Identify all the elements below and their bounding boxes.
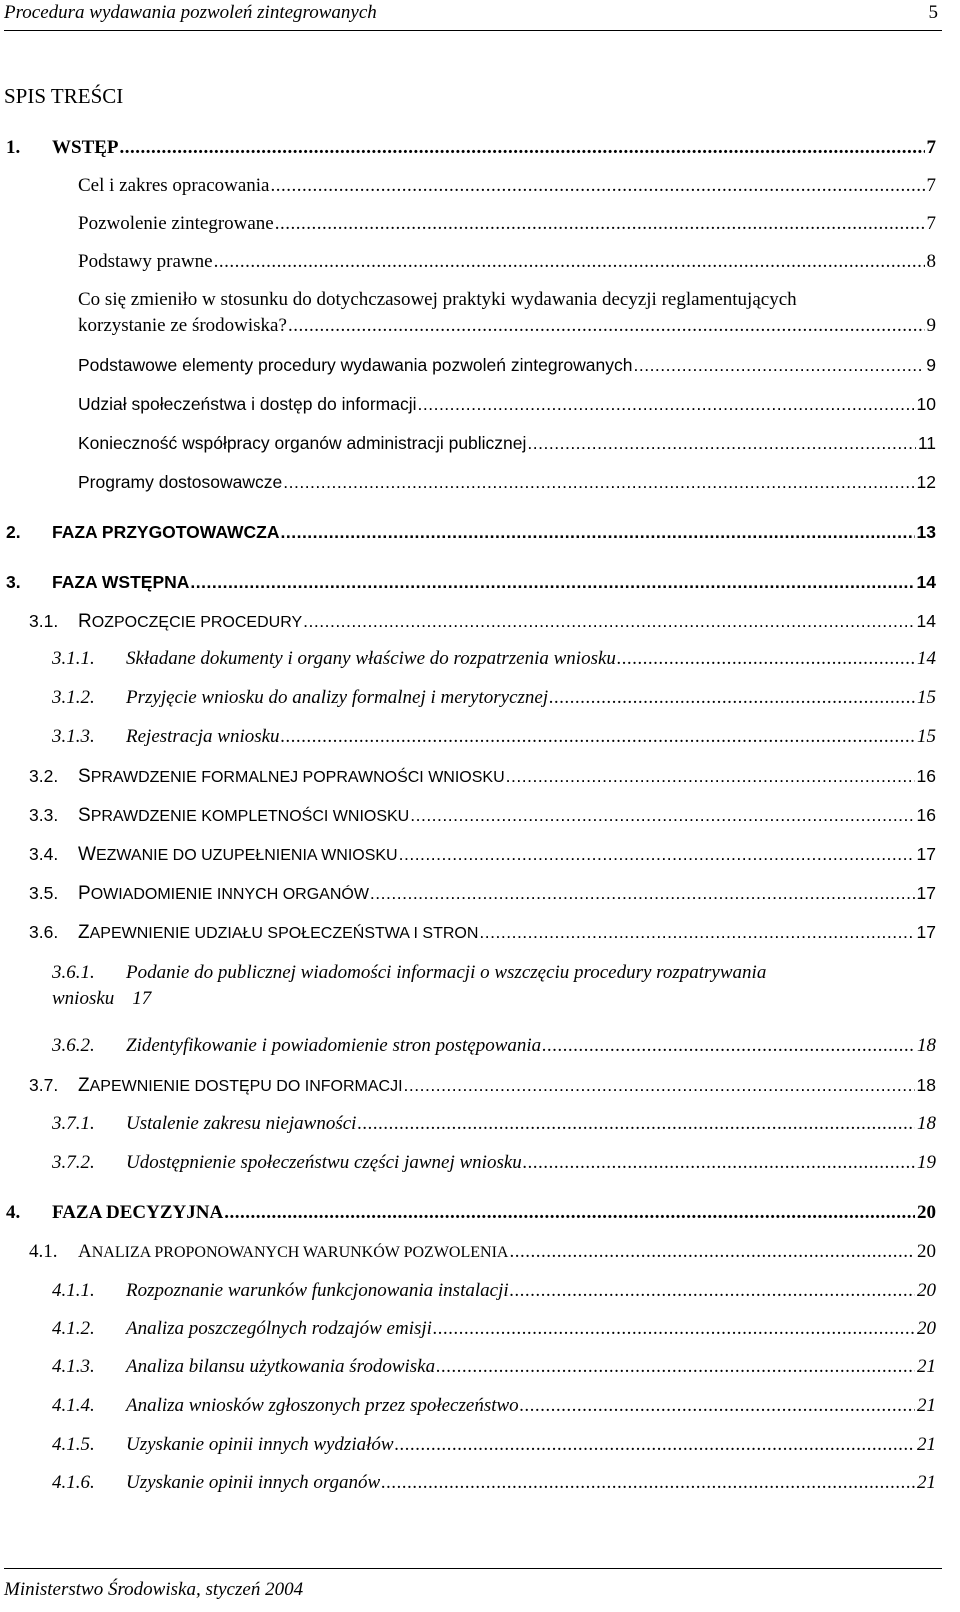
toc-entry-text-cap: R — [78, 611, 92, 632]
toc-entry-page: 9 — [926, 315, 936, 336]
toc-entry-co-sie-zmienilo[interactable] — [78, 289, 936, 311]
toc-entry-page: 7 — [926, 175, 936, 196]
toc-entry-page: 9 — [926, 355, 936, 375]
toc-entry-3-2[interactable] — [29, 765, 936, 789]
toc-entry-page: 18 — [916, 1075, 936, 1095]
toc-entry-text: Składane dokumenty i organy właściwe do rozpatrzenia wniosku — [126, 648, 616, 669]
toc-leader-dots — [617, 648, 915, 670]
toc-leader-dots — [542, 1035, 915, 1057]
toc-leader-dots — [303, 610, 914, 632]
toc-entry-text: Pozwolenie zintegrowane — [78, 213, 274, 234]
page-footer — [4, 1568, 942, 1600]
toc-entry-text: Rozpoznanie warunków funkcjonowania instalacji — [126, 1280, 509, 1301]
toc-entry-4-1-3[interactable] — [52, 1356, 936, 1378]
footer-text: Ministerstwo Środowiska, styczeń 2004 — [4, 1579, 304, 1600]
toc-entry-programy[interactable] — [78, 471, 936, 493]
toc-entry-page: 10 — [916, 394, 936, 414]
toc-entry-page: 7 — [926, 137, 936, 158]
toc-entry-text: Analiza poszczególnych rodzajów emisji — [126, 1318, 432, 1339]
toc-leader-dots — [404, 1074, 915, 1096]
toc-entry-text-cap: A — [78, 1241, 92, 1262]
toc-entry-4-1[interactable] — [29, 1241, 936, 1264]
toc-entry-text-line2: korzystanie ze środowiska? — [78, 315, 287, 336]
toc-entry-3-4[interactable] — [29, 843, 936, 867]
toc-leader-dots — [510, 1280, 915, 1302]
toc-entry-3-1-2[interactable] — [52, 687, 936, 709]
toc-entry-page: 20 — [917, 1318, 936, 1339]
toc-entry-text: Programy dostosowawcze — [78, 472, 283, 492]
toc-entry-text: Konieczność współpracy organów administracji publicznej — [78, 433, 527, 453]
toc-entry-udzial[interactable] — [78, 393, 936, 415]
toc-entry-text: FAZA PRZYGOTOWAWCZA — [52, 522, 280, 542]
toc-entry-text: NALIZA PROPONOWANYCH WARUNKÓW POZWOLENIA — [91, 1244, 509, 1261]
toc-entry-3-1-1[interactable] — [52, 648, 936, 670]
toc-entry-3-7-1[interactable] — [52, 1113, 936, 1135]
toc-entry-text: PRAWDZENIE KOMPLETNOŚCI WNIOSKU — [90, 808, 410, 825]
toc-title: SPIS TREŚCI — [4, 84, 124, 108]
toc-leader-dots — [395, 1434, 915, 1456]
toc-entry-text: Ustalenie zakresu niejawności — [126, 1113, 357, 1134]
toc-entry-number: 3. — [6, 572, 21, 592]
toc-leader-dots — [283, 471, 914, 493]
toc-entry-number: 2. — [6, 522, 21, 542]
toc-entry-page: 20 — [917, 1202, 936, 1223]
toc-leader-dots — [433, 1318, 915, 1340]
toc-leader-dots — [436, 1356, 915, 1378]
toc-entry-number: 1. — [6, 137, 21, 158]
toc-entry-number: 4.1.5. — [52, 1434, 95, 1455]
toc-leader-dots — [509, 1241, 915, 1263]
toc-entry-page: 8 — [926, 251, 936, 272]
toc-entry-text: Analiza bilansu użytkowania środowiska — [126, 1356, 436, 1377]
toc-entry-page: 18 — [917, 1113, 936, 1134]
toc-entry-page: 20 — [917, 1241, 936, 1262]
toc-leader-dots — [520, 1395, 915, 1417]
toc-entry-text: Uzyskanie opinii innych wydziałów — [126, 1434, 394, 1455]
toc-entry-text-cap: Z — [78, 1075, 90, 1096]
toc-leader-dots — [410, 804, 914, 826]
toc-entry-text: PRAWDZENIE FORMALNEJ POPRAWNOŚCI WNIOSKU — [90, 769, 505, 786]
toc-entry-page: 16 — [916, 805, 936, 825]
toc-entry-number: 3.7.1. — [52, 1113, 95, 1134]
toc-entry-page: 18 — [917, 1035, 936, 1056]
toc-entry-text: Zidentyfikowanie i powiadomienie stron postępowania — [126, 1035, 542, 1056]
toc-leader-dots — [418, 393, 915, 415]
toc-entry-number: 3.6. — [29, 922, 59, 942]
toc-leader-dots — [399, 843, 915, 865]
toc-entry-text: Rejestracja wniosku — [126, 726, 280, 747]
toc-entry-page: 13 — [916, 522, 936, 542]
header-title: Procedura wydawania pozwoleń zintegrowanych — [4, 2, 377, 23]
toc-entry-text: FAZA WSTĘPNA — [52, 572, 190, 592]
toc-entry-number: 3.1. — [29, 611, 59, 631]
toc-entry-text-cap: Z — [78, 922, 90, 943]
toc-leader-dots — [523, 1152, 915, 1174]
toc-entry-2[interactable] — [6, 521, 936, 543]
toc-leader-dots — [381, 1472, 915, 1494]
toc-entry-number: 3.1.2. — [52, 687, 95, 708]
toc-leader-dots — [527, 432, 915, 454]
toc-entry-number: 3.7.2. — [52, 1152, 95, 1173]
toc-entry-page: 16 — [916, 766, 936, 786]
toc-entry-number: 3.4. — [29, 844, 59, 864]
toc-entry-number: 3.7. — [29, 1075, 59, 1095]
toc-entry-text: Podstawowe elementy procedury wydawania pozwoleń zintegrowanych — [78, 355, 633, 375]
toc-leader-dots — [190, 571, 914, 593]
page-header — [4, 0, 942, 31]
toc-entry-3-6-2[interactable] — [52, 1035, 936, 1057]
toc-entry-text-line2: wniosku — [52, 988, 115, 1009]
toc-entry-page: 15 — [917, 687, 936, 708]
toc-entry-page: 17 — [916, 922, 936, 942]
toc-entry-page: 11 — [917, 433, 936, 453]
toc-entry-3-6-1[interactable] — [52, 962, 936, 1010]
toc-leader-dots — [275, 213, 925, 235]
toc-entry-text: EZWANIE DO UZUPEŁNIENIA WNIOSKU — [95, 847, 398, 864]
toc-entry-text: Udostępnienie społeczeństwu części jawnej wniosku — [126, 1152, 522, 1173]
toc-entry-page: 20 — [917, 1280, 936, 1301]
toc-entry-text: OZPOCZĘCIE PROCEDURY — [91, 614, 303, 631]
toc-entry-page: 12 — [916, 472, 936, 492]
toc-entry-page: 21 — [917, 1472, 936, 1493]
toc-entry-text: APEWNIENIE UDZIAŁU SPOŁECZEŃSTWA I STRON — [89, 925, 479, 942]
toc-leader-dots — [288, 315, 925, 337]
toc-leader-dots — [224, 1202, 915, 1224]
toc-entry-page: 7 — [926, 213, 936, 234]
toc-entry-number: 3.6.1. — [52, 962, 95, 983]
toc-leader-dots — [271, 175, 925, 197]
toc-entry-3-7[interactable] — [29, 1074, 936, 1098]
toc-entry-text-cap: P — [78, 883, 91, 904]
toc-entry-4-1-6[interactable] — [52, 1472, 936, 1494]
toc-entry-3-5[interactable] — [29, 882, 936, 906]
toc-entry-page: 15 — [917, 726, 936, 747]
toc-entry-text: Przyjęcie wniosku do analizy formalnej i merytorycznej — [126, 687, 549, 708]
toc-entry-text: Uzyskanie opinii innych organów — [126, 1472, 381, 1493]
toc-entry-number: 3.1.3. — [52, 726, 95, 747]
toc-entry-number: 3.1.1. — [52, 648, 95, 669]
toc-entry-number: 4.1. — [29, 1241, 58, 1262]
toc-entry-1[interactable] — [6, 137, 936, 159]
toc-entry-4-1-5[interactable] — [52, 1434, 936, 1456]
toc-entry-page: 17 — [916, 844, 936, 864]
toc-entry-number: 4.1.3. — [52, 1356, 95, 1377]
toc-entry-text: FAZA DECYZYJNA — [52, 1202, 224, 1223]
toc-leader-dots — [357, 1113, 915, 1135]
toc-entry-text: APEWNIENIE DOSTĘPU DO INFORMACJI — [89, 1078, 403, 1095]
toc-leader-dots — [281, 521, 915, 543]
toc-leader-dots — [633, 354, 924, 376]
toc-leader-dots — [549, 687, 915, 709]
toc-entry-page: 14 — [917, 648, 936, 669]
toc-entry-page: 14 — [916, 572, 936, 592]
toc-entry-text: WSTĘP — [52, 137, 119, 158]
toc-leader-dots — [479, 921, 914, 943]
toc-entry-page: 21 — [917, 1395, 936, 1416]
toc-entry-podstawowe-elementy[interactable] — [78, 354, 936, 376]
toc-entry-page: 17 — [916, 883, 936, 903]
toc-entry-number: 3.5. — [29, 883, 59, 903]
toc-entry-3[interactable] — [6, 571, 936, 593]
toc-entry-pozwolenie[interactable] — [78, 213, 936, 235]
toc-leader-dots — [120, 137, 925, 159]
toc-entry-3-1[interactable] — [29, 610, 936, 634]
toc-leader-dots — [214, 251, 925, 273]
toc-entry-number: 4. — [6, 1202, 21, 1223]
toc-entry-3-1-3[interactable] — [52, 726, 936, 748]
toc-entry-number: 4.1.6. — [52, 1472, 95, 1493]
toc-entry-number: 4.1.2. — [52, 1318, 95, 1339]
toc-entry-text-line1: Co się zmieniło w stosunku do dotychczasowej praktyki wydawania decyzji reglamentujących — [78, 289, 797, 310]
toc-leader-dots — [281, 726, 915, 748]
toc-entry-number: 3.6.2. — [52, 1035, 95, 1056]
toc-entry-text-cap: S — [78, 805, 91, 826]
toc-entry-4-1-1[interactable] — [52, 1280, 936, 1302]
header-page-number: 5 — [928, 2, 938, 23]
toc-entry-koniecznosc[interactable] — [78, 432, 936, 454]
toc-entry-number: 3.2. — [29, 766, 59, 786]
toc-entry-text: OWIADOMIENIE INNYCH ORGANÓW — [90, 886, 369, 903]
toc-entry-4-1-4[interactable] — [52, 1395, 936, 1417]
toc-entry-page: 21 — [917, 1434, 936, 1455]
toc-entry-text: Cel i zakres opracowania — [78, 175, 270, 196]
toc-entry-text: Podstawy prawne — [78, 251, 213, 272]
toc-entry-text-cap: S — [78, 766, 91, 787]
toc-entry-page: 17 — [132, 988, 152, 1009]
toc-entry-co-sie-zmienilo-cont[interactable] — [78, 315, 936, 337]
toc-entry-3-7-2[interactable] — [52, 1152, 936, 1174]
toc-entry-number: 4.1.1. — [52, 1280, 95, 1301]
toc-leader-dots — [370, 882, 915, 904]
toc-entry-page: 14 — [916, 611, 936, 631]
toc-entry-page: 21 — [917, 1356, 936, 1377]
toc-entry-4-1-2[interactable] — [52, 1318, 936, 1340]
toc-entry-4[interactable] — [6, 1202, 936, 1224]
toc-entry-text-line1: Podanie do publicznej wiadomości informacji o wszczęciu procedury rozpatrywania — [126, 962, 767, 983]
toc-entry-text: Udział społeczeństwa i dostęp do informacji — [78, 394, 417, 414]
toc-entry-number: 3.3. — [29, 805, 59, 825]
toc-entry-cel[interactable] — [78, 175, 936, 197]
toc-entry-number: 4.1.4. — [52, 1395, 95, 1416]
toc-leader-dots — [506, 765, 915, 787]
toc-entry-page: 19 — [917, 1152, 936, 1173]
toc-entry-3-6[interactable] — [29, 921, 936, 945]
toc-entry-podstawy[interactable] — [78, 251, 936, 273]
toc-entry-text-cap: W — [78, 844, 96, 865]
toc-entry-3-3[interactable] — [29, 804, 936, 828]
toc-entry-text: Analiza wniosków zgłoszonych przez społeczeństwo — [126, 1395, 519, 1416]
